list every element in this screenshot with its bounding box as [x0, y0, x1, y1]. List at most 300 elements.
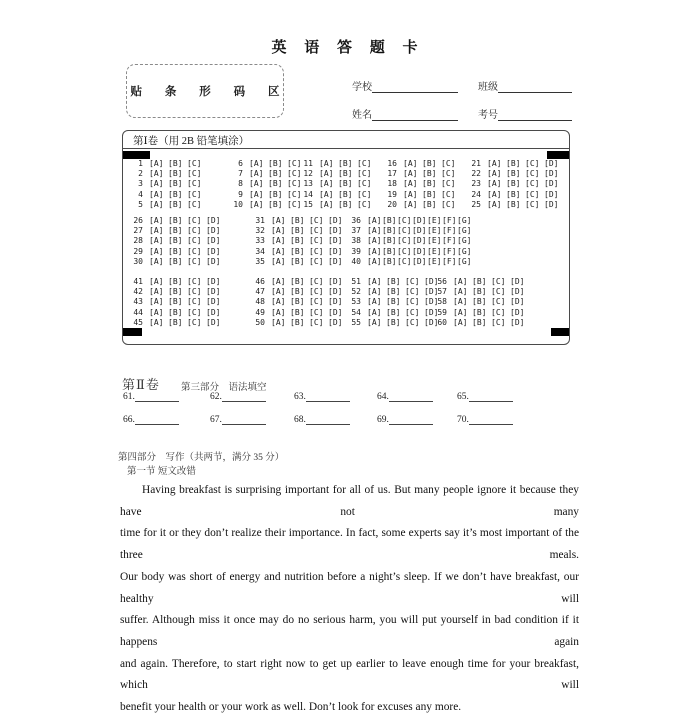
bubble-42-B[interactable]: [B]: [168, 287, 183, 297]
answer-row-37: [345, 225, 472, 235]
bubble-12-B[interactable]: [B]: [338, 169, 353, 179]
bubble-57-B[interactable]: [B]: [472, 287, 487, 297]
bubble-39-C[interactable]: [C]: [397, 246, 412, 256]
bubble-4-B[interactable]: [B]: [168, 189, 183, 199]
bubble-26-D[interactable]: [D]: [206, 215, 221, 225]
question-number: 58: [437, 297, 447, 307]
bubble-47-C[interactable]: [C]: [309, 287, 324, 297]
bubble-57-D[interactable]: [D]: [510, 287, 525, 297]
bubble-23-D[interactable]: [D]: [544, 179, 559, 189]
bubble-30-C[interactable]: [C]: [187, 257, 202, 267]
part1-answer-box: [122, 130, 570, 345]
bubble-28-C[interactable]: [C]: [187, 236, 202, 246]
bubble-23-C[interactable]: [C]: [525, 179, 540, 189]
bubble-33-A[interactable]: [A]: [271, 236, 286, 246]
part2-title: 第Ⅱ卷: [122, 377, 160, 392]
answer-row-57: [431, 286, 529, 296]
bubble-50-C[interactable]: [C]: [309, 318, 324, 328]
answer-row-41: [127, 276, 225, 286]
bubble-30-B[interactable]: [B]: [168, 257, 183, 267]
bubble-48-C[interactable]: [C]: [309, 297, 324, 307]
bubble-58-A[interactable]: [A]: [453, 297, 468, 307]
question-number: 1: [138, 158, 143, 168]
bubble-38-A[interactable]: [A]: [367, 236, 382, 246]
bubble-58-B[interactable]: [B]: [472, 297, 487, 307]
bubble-36-C[interactable]: [C]: [397, 215, 412, 225]
bubble-43-C[interactable]: [C]: [187, 297, 202, 307]
bubble-34-D[interactable]: [D]: [328, 246, 343, 256]
bubble-26-B[interactable]: [B]: [168, 215, 183, 225]
question-number: 50: [255, 318, 265, 328]
bubble-32-D[interactable]: [D]: [328, 226, 343, 236]
bubble-49-B[interactable]: [B]: [290, 307, 305, 317]
bubble-31-D[interactable]: [D]: [328, 215, 343, 225]
answer-row-42: [127, 286, 225, 296]
answer-row-50: [249, 318, 347, 328]
bubble-42-D[interactable]: [D]: [206, 287, 221, 297]
bubble-34-B[interactable]: [B]: [290, 246, 305, 256]
bubble-59-D[interactable]: [D]: [510, 307, 525, 317]
bubble-5-B[interactable]: [B]: [168, 200, 183, 210]
bubble-51-C[interactable]: [C]: [405, 276, 420, 286]
bubble-29-D[interactable]: [D]: [206, 246, 221, 256]
bubble-55-C[interactable]: [C]: [405, 318, 420, 328]
bubble-42-C[interactable]: [C]: [187, 287, 202, 297]
bubble-36-F[interactable]: [F]: [442, 215, 457, 225]
bubble-54-B[interactable]: [B]: [386, 307, 401, 317]
bubble-21-A[interactable]: [A]: [487, 158, 502, 168]
bubble-11-C[interactable]: [C]: [357, 158, 372, 168]
bubble-7-A[interactable]: [A]: [249, 169, 264, 179]
bubble-35-B[interactable]: [B]: [290, 257, 305, 267]
bubble-40-D[interactable]: [D]: [412, 257, 427, 267]
bubble-52-B[interactable]: [B]: [386, 287, 401, 297]
bubble-14-C[interactable]: [C]: [357, 189, 372, 199]
bubble-44-C[interactable]: [C]: [187, 307, 202, 317]
bubble-14-B[interactable]: [B]: [338, 189, 353, 199]
bubble-19-A[interactable]: [A]: [403, 189, 418, 199]
blank-write-line[interactable]: [135, 414, 179, 425]
bubble-1-A[interactable]: [A]: [149, 158, 164, 168]
bubble-56-C[interactable]: [C]: [491, 276, 506, 286]
bubble-36-B[interactable]: [B]: [382, 215, 397, 225]
bubble-45-B[interactable]: [B]: [168, 318, 183, 328]
bubble-49-C[interactable]: [C]: [309, 307, 324, 317]
bubble-17-B[interactable]: [B]: [422, 169, 437, 179]
bubble-24-B[interactable]: [B]: [506, 189, 521, 199]
bubble-5-A[interactable]: [A]: [149, 200, 164, 210]
answer-row-44: [127, 307, 225, 317]
bubble-17-A[interactable]: [A]: [403, 169, 418, 179]
bubble-60-D[interactable]: [D]: [510, 318, 525, 328]
bubble-50-D[interactable]: [D]: [328, 318, 343, 328]
bubble-57-A[interactable]: [A]: [453, 287, 468, 297]
answer-group-1-5: [127, 158, 206, 210]
bubble-60-A[interactable]: [A]: [453, 318, 468, 328]
bubble-11-A[interactable]: [A]: [319, 158, 334, 168]
bubble-55-A[interactable]: [A]: [367, 318, 382, 328]
bubble-31-C[interactable]: [C]: [309, 215, 324, 225]
answer-row-21: [465, 158, 563, 168]
bubble-37-C[interactable]: [C]: [397, 226, 412, 236]
answer-row-2: [127, 168, 206, 178]
question-number: 36: [351, 215, 361, 225]
essay-line-4: suffer. Although miss it once may do no serious harm, you will put yourself in bad condition if it happens again: [120, 614, 579, 648]
bubble-36-G[interactable]: [G]: [457, 215, 472, 225]
bubble-45-C[interactable]: [C]: [187, 318, 202, 328]
bubble-15-A[interactable]: [A]: [319, 200, 334, 210]
student-info-row-1: [352, 78, 572, 93]
bubble-47-A[interactable]: [A]: [271, 287, 286, 297]
bubble-22-B[interactable]: [B]: [506, 169, 521, 179]
question-number: 38: [351, 236, 361, 246]
bubble-30-D[interactable]: [D]: [206, 257, 221, 267]
bubble-3-A[interactable]: [A]: [149, 179, 164, 189]
bubble-9-A[interactable]: [A]: [249, 189, 264, 199]
bubble-19-B[interactable]: [B]: [422, 189, 437, 199]
bubble-35-C[interactable]: [C]: [309, 257, 324, 267]
class-field-input[interactable]: [498, 81, 572, 93]
bubble-16-C[interactable]: [C]: [441, 158, 456, 168]
school-field-input[interactable]: [372, 81, 458, 93]
bubble-51-D[interactable]: [D]: [424, 276, 439, 286]
bubble-38-E[interactable]: [E]: [427, 236, 442, 246]
bubble-37-B[interactable]: [B]: [382, 226, 397, 236]
bubble-45-D[interactable]: [D]: [206, 318, 221, 328]
blank-item-67: [210, 414, 266, 425]
bubble-21-D[interactable]: [D]: [544, 158, 559, 168]
bubble-39-E[interactable]: [E]: [427, 246, 442, 256]
bubble-3-B[interactable]: [B]: [168, 179, 183, 189]
bubble-46-B[interactable]: [B]: [290, 276, 305, 286]
bubble-27-C[interactable]: [C]: [187, 226, 202, 236]
bubble-25-B[interactable]: [B]: [506, 200, 521, 210]
bubble-51-B[interactable]: [B]: [386, 276, 401, 286]
bubble-60-C[interactable]: [C]: [491, 318, 506, 328]
answer-row-16: [381, 158, 460, 168]
bubble-57-C[interactable]: [C]: [491, 287, 506, 297]
bubble-39-B[interactable]: [B]: [382, 246, 397, 256]
question-number: 19: [387, 189, 397, 199]
bubble-47-B[interactable]: [B]: [290, 287, 305, 297]
bubble-47-D[interactable]: [D]: [328, 287, 343, 297]
bubble-2-B[interactable]: [B]: [168, 169, 183, 179]
bubble-38-G[interactable]: [G]: [457, 236, 472, 246]
bubble-26-A[interactable]: [A]: [149, 215, 164, 225]
bubble-18-C[interactable]: [C]: [441, 179, 456, 189]
bubble-29-A[interactable]: [A]: [149, 246, 164, 256]
answer-group-6-10: [227, 158, 306, 210]
question-number: 13: [303, 179, 313, 189]
bubble-7-B[interactable]: [B]: [268, 169, 283, 179]
answer-row-20: [381, 200, 460, 210]
bubble-53-D[interactable]: [D]: [424, 297, 439, 307]
bubble-50-B[interactable]: [B]: [290, 318, 305, 328]
bubble-28-A[interactable]: [A]: [149, 236, 164, 246]
bubble-56-A[interactable]: [A]: [453, 276, 468, 286]
bubble-59-C[interactable]: [C]: [491, 307, 506, 317]
bubble-36-A[interactable]: [A]: [367, 215, 382, 225]
answer-row-8: [227, 179, 306, 189]
bubble-7-C[interactable]: [C]: [287, 169, 302, 179]
bubble-22-D[interactable]: [D]: [544, 169, 559, 179]
bubble-12-A[interactable]: [A]: [319, 169, 334, 179]
bubble-48-B[interactable]: [B]: [290, 297, 305, 307]
bubble-58-C[interactable]: [C]: [491, 297, 506, 307]
bubble-32-B[interactable]: [B]: [290, 226, 305, 236]
bubble-24-A[interactable]: [A]: [487, 189, 502, 199]
bubble-18-A[interactable]: [A]: [403, 179, 418, 189]
bubble-17-C[interactable]: [C]: [441, 169, 456, 179]
question-number: 31: [255, 215, 265, 225]
bubble-29-B[interactable]: [B]: [168, 246, 183, 256]
bubble-16-B[interactable]: [B]: [422, 158, 437, 168]
bubble-31-A[interactable]: [A]: [271, 215, 286, 225]
bubble-37-E[interactable]: [E]: [427, 226, 442, 236]
bubble-20-C[interactable]: [C]: [441, 200, 456, 210]
answer-row-6: [227, 158, 306, 168]
bubble-53-A[interactable]: [A]: [367, 297, 382, 307]
blank-write-line[interactable]: [389, 391, 433, 402]
bubble-33-B[interactable]: [B]: [290, 236, 305, 246]
bubble-27-B[interactable]: [B]: [168, 226, 183, 236]
bubble-48-A[interactable]: [A]: [271, 297, 286, 307]
bubble-55-B[interactable]: [B]: [386, 318, 401, 328]
bubble-23-A[interactable]: [A]: [487, 179, 502, 189]
name-field-label: 姓名: [352, 110, 372, 121]
bubble-9-C[interactable]: [C]: [287, 189, 302, 199]
answer-group-46-50: [249, 276, 347, 328]
bubble-37-F[interactable]: [F]: [442, 226, 457, 236]
blank-write-line[interactable]: [306, 414, 350, 425]
bubble-25-D[interactable]: [D]: [544, 200, 559, 210]
bubble-37-D[interactable]: [D]: [412, 226, 427, 236]
name-field-input[interactable]: [372, 109, 458, 121]
bubble-1-C[interactable]: [C]: [187, 158, 202, 168]
bubble-44-A[interactable]: [A]: [149, 307, 164, 317]
bubble-38-B[interactable]: [B]: [382, 236, 397, 246]
bubble-21-B[interactable]: [B]: [506, 158, 521, 168]
answer-row-24: [465, 189, 563, 199]
bubble-44-D[interactable]: [D]: [206, 307, 221, 317]
question-number: 21: [471, 158, 481, 168]
answer-group-11-15: [297, 158, 376, 210]
bubble-59-B[interactable]: [B]: [472, 307, 487, 317]
bubble-3-C[interactable]: [C]: [187, 179, 202, 189]
bubble-27-A[interactable]: [A]: [149, 226, 164, 236]
bubble-31-B[interactable]: [B]: [290, 215, 305, 225]
bubble-19-C[interactable]: [C]: [441, 189, 456, 199]
bubble-15-C[interactable]: [C]: [357, 200, 372, 210]
bubble-39-D[interactable]: [D]: [412, 246, 427, 256]
bubble-48-D[interactable]: [D]: [328, 297, 343, 307]
bubble-53-B[interactable]: [B]: [386, 297, 401, 307]
blank-write-line[interactable]: [389, 414, 433, 425]
bubble-28-D[interactable]: [D]: [206, 236, 221, 246]
bubble-52-C[interactable]: [C]: [405, 287, 420, 297]
bubble-6-A[interactable]: [A]: [249, 158, 264, 168]
bubble-22-C[interactable]: [C]: [525, 169, 540, 179]
bubble-35-D[interactable]: [D]: [328, 257, 343, 267]
blank-write-line[interactable]: [135, 391, 179, 402]
answer-row-49: [249, 307, 347, 317]
bubble-43-D[interactable]: [D]: [206, 297, 221, 307]
bubble-41-D[interactable]: [D]: [206, 276, 221, 286]
bubble-13-A[interactable]: [A]: [319, 179, 334, 189]
bubble-54-C[interactable]: [C]: [405, 307, 420, 317]
bubble-10-A[interactable]: [A]: [249, 200, 264, 210]
bubble-15-B[interactable]: [B]: [338, 200, 353, 210]
bubble-37-G[interactable]: [G]: [457, 226, 472, 236]
bubble-1-B[interactable]: [B]: [168, 158, 183, 168]
bubble-8-C[interactable]: [C]: [287, 179, 302, 189]
bubble-16-A[interactable]: [A]: [403, 158, 418, 168]
bubble-51-A[interactable]: [A]: [367, 276, 382, 286]
essay-line-2: time for it or they don’t realize their importance. In fact, some experts say it’s most important of the three meals.: [120, 527, 579, 562]
bubble-35-A[interactable]: [A]: [271, 257, 286, 267]
answer-row-33: [249, 236, 347, 246]
bubble-41-B[interactable]: [B]: [168, 276, 183, 286]
blank-write-line[interactable]: [222, 391, 266, 402]
bubble-43-A[interactable]: [A]: [149, 297, 164, 307]
bubble-54-D[interactable]: [D]: [424, 307, 439, 317]
bubble-26-C[interactable]: [C]: [187, 215, 202, 225]
blank-item-69: [377, 414, 433, 425]
blank-item-70: [457, 414, 513, 425]
bubble-24-C[interactable]: [C]: [525, 189, 540, 199]
bubble-12-C[interactable]: [C]: [357, 169, 372, 179]
bubble-6-B[interactable]: [B]: [268, 158, 283, 168]
bubble-34-A[interactable]: [A]: [271, 246, 286, 256]
bubble-23-B[interactable]: [B]: [506, 179, 521, 189]
bubble-49-A[interactable]: [A]: [271, 307, 286, 317]
bubble-55-D[interactable]: [D]: [424, 318, 439, 328]
bubble-36-E[interactable]: [E]: [427, 215, 442, 225]
question-number: 52: [351, 287, 361, 297]
bubble-46-A[interactable]: [A]: [271, 276, 286, 286]
question-number: 35: [255, 257, 265, 267]
bubble-40-F[interactable]: [F]: [442, 257, 457, 267]
bubble-13-B[interactable]: [B]: [338, 179, 353, 189]
bubble-37-A[interactable]: [A]: [367, 226, 382, 236]
bubble-8-B[interactable]: [B]: [268, 179, 283, 189]
proofreading-passage: [120, 480, 579, 719]
student-info-row-2: [352, 106, 572, 121]
bubble-30-A[interactable]: [A]: [149, 257, 164, 267]
bubble-42-A[interactable]: [A]: [149, 287, 164, 297]
blank-write-line[interactable]: [469, 391, 513, 402]
bubble-41-A[interactable]: [A]: [149, 276, 164, 286]
bubble-34-C[interactable]: [C]: [309, 246, 324, 256]
bubble-20-B[interactable]: [B]: [422, 200, 437, 210]
bubble-59-A[interactable]: [A]: [453, 307, 468, 317]
bubble-38-F[interactable]: [F]: [442, 236, 457, 246]
bubble-24-D[interactable]: [D]: [544, 189, 559, 199]
answer-row-5: [127, 200, 206, 210]
bubble-11-B[interactable]: [B]: [338, 158, 353, 168]
question-number: 27: [133, 226, 143, 236]
bubble-46-D[interactable]: [D]: [328, 276, 343, 286]
bubble-10-B[interactable]: [B]: [268, 200, 283, 210]
bubble-36-D[interactable]: [D]: [412, 215, 427, 225]
blank-write-line[interactable]: [222, 414, 266, 425]
bubble-49-D[interactable]: [D]: [328, 307, 343, 317]
bubble-18-B[interactable]: [B]: [422, 179, 437, 189]
bubble-40-B[interactable]: [B]: [382, 257, 397, 267]
bubble-40-C[interactable]: [C]: [397, 257, 412, 267]
blank-write-line[interactable]: [469, 414, 513, 425]
bubble-10-C[interactable]: [C]: [287, 200, 302, 210]
exam-no-field-input[interactable]: [498, 109, 572, 121]
bubble-25-C[interactable]: [C]: [525, 200, 540, 210]
bubble-14-A[interactable]: [A]: [319, 189, 334, 199]
bubble-38-C[interactable]: [C]: [397, 236, 412, 246]
bubble-43-B[interactable]: [B]: [168, 297, 183, 307]
bubble-4-A[interactable]: [A]: [149, 189, 164, 199]
question-number: 45: [133, 318, 143, 328]
bubble-56-B[interactable]: [B]: [472, 276, 487, 286]
question-number: 42: [133, 287, 143, 297]
bubble-8-A[interactable]: [A]: [249, 179, 264, 189]
bubble-52-D[interactable]: [D]: [424, 287, 439, 297]
bubble-40-E[interactable]: [E]: [427, 257, 442, 267]
bubble-41-C[interactable]: [C]: [187, 276, 202, 286]
bubble-50-A[interactable]: [A]: [271, 318, 286, 328]
bubble-13-C[interactable]: [C]: [357, 179, 372, 189]
bubble-4-C[interactable]: [C]: [187, 189, 202, 199]
bubble-53-C[interactable]: [C]: [405, 297, 420, 307]
blank-write-line[interactable]: [306, 391, 350, 402]
bubble-45-A[interactable]: [A]: [149, 318, 164, 328]
bubble-58-D[interactable]: [D]: [510, 297, 525, 307]
blank-item-66: [123, 414, 179, 425]
bubble-54-A[interactable]: [A]: [367, 307, 382, 317]
question-number: 40: [351, 257, 361, 267]
bubble-21-C[interactable]: [C]: [525, 158, 540, 168]
blank-item-62: [210, 391, 266, 402]
bubble-5-C[interactable]: [C]: [187, 200, 202, 210]
bubble-32-C[interactable]: [C]: [309, 226, 324, 236]
barcode-paste-area: [126, 64, 290, 118]
bubble-22-A[interactable]: [A]: [487, 169, 502, 179]
bubble-27-D[interactable]: [D]: [206, 226, 221, 236]
bubble-52-A[interactable]: [A]: [367, 287, 382, 297]
bubble-44-B[interactable]: [B]: [168, 307, 183, 317]
bubble-20-A[interactable]: [A]: [403, 200, 418, 210]
bubble-25-A[interactable]: [A]: [487, 200, 502, 210]
bubble-32-A[interactable]: [A]: [271, 226, 286, 236]
bubble-40-A[interactable]: [A]: [367, 257, 382, 267]
bubble-2-C[interactable]: [C]: [187, 169, 202, 179]
bubble-9-B[interactable]: [B]: [268, 189, 283, 199]
bubble-39-F[interactable]: [F]: [442, 246, 457, 256]
bubble-6-C[interactable]: [C]: [287, 158, 302, 168]
bubble-28-B[interactable]: [B]: [168, 236, 183, 246]
bubble-56-D[interactable]: [D]: [510, 276, 525, 286]
bubble-40-G[interactable]: [G]: [457, 257, 472, 267]
bubble-2-A[interactable]: [A]: [149, 169, 164, 179]
question-number: 7: [238, 169, 243, 179]
bubble-33-D[interactable]: [D]: [328, 236, 343, 246]
answer-group-56-60: [431, 276, 529, 328]
bubble-46-C[interactable]: [C]: [309, 276, 324, 286]
bubble-29-C[interactable]: [C]: [187, 246, 202, 256]
bubble-38-D[interactable]: [D]: [412, 236, 427, 246]
bubble-39-G[interactable]: [G]: [457, 246, 472, 256]
bubble-39-A[interactable]: [A]: [367, 246, 382, 256]
bubble-33-C[interactable]: [C]: [309, 236, 324, 246]
bubble-60-B[interactable]: [B]: [472, 318, 487, 328]
